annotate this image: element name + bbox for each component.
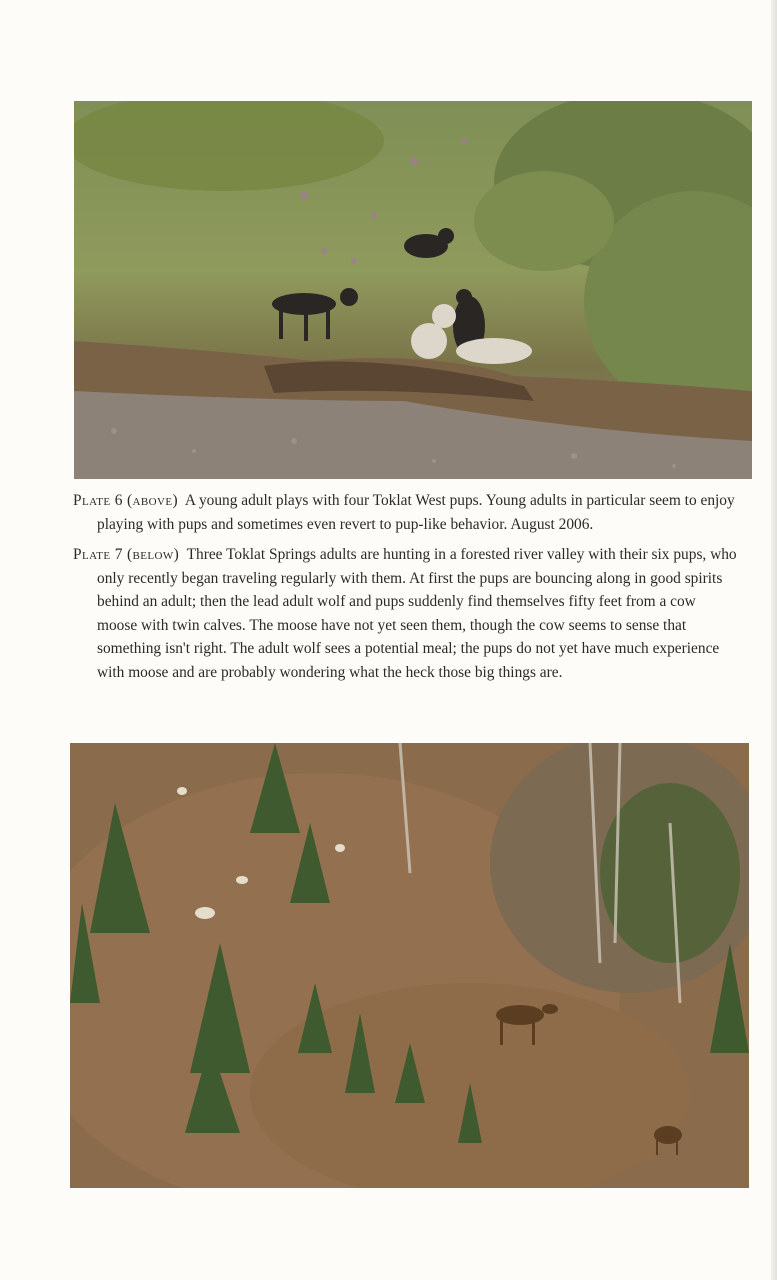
plate-7-label: Plate 7 (below) [73,546,180,563]
plate-6-photo [74,101,752,479]
plate-7-text: Three Toklat Springs adults are hunting in a forested river valley with their six pups, who only recently began traveling regularly with them. At first the pups are bouncing along in good spirits behind an adult; then the lead adult wolf and pups suddenly find themselves fifty feet from a cow moose with twin calves. The moose have not yet seen them, though the cow seems to sense that something isn't right. The adult wolf sees a potential meal; the pups do not yet have much experience with moose and are probably wondering what the heck those big things are. [97,546,737,681]
captions [73,489,738,691]
plate-7-photo [70,743,749,1188]
page-edge [771,0,777,1280]
plate-6-label: Plate 6 (above) [73,492,178,509]
plate-7-caption [73,543,738,684]
plate-6-caption [73,489,738,536]
plate-6-text: A young adult plays with four Toklat West pups. Young adults in particular seem to enjoy playing with pups and sometimes even revert to pup-like behavior. August 2006. [97,492,735,533]
